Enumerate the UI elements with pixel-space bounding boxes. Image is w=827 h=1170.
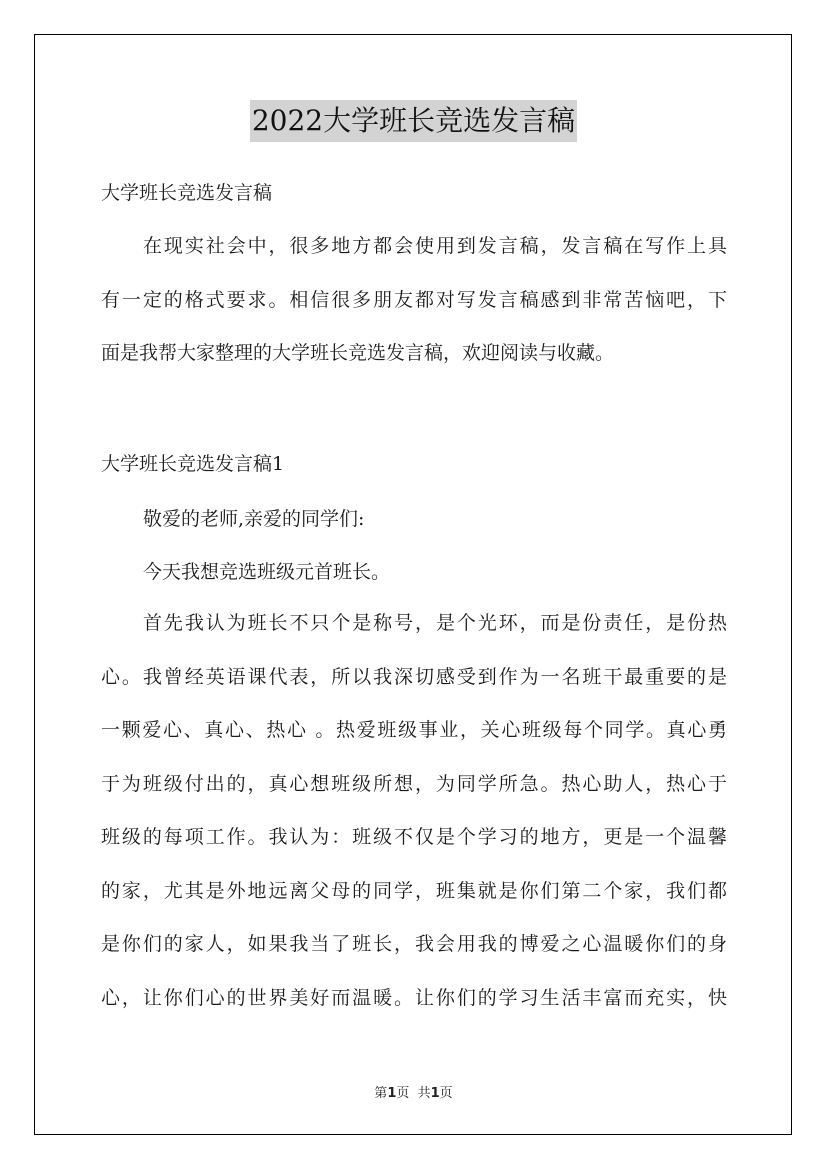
body-line: 是你们的家人，如果我当了班长，我会用我的博爱之心温暖你们的身 <box>101 933 727 955</box>
intro-line: 面是我帮大家整理的大学班长竞选发言稿，欢迎阅读与收藏。 <box>101 342 615 364</box>
document-subtitle: 大学班长竞选发言稿 <box>101 182 273 204</box>
document-title: 2022大学班长竞选发言稿 <box>250 100 577 142</box>
body-line: 的家，尤其是外地远离父母的同学，班集就是你们第二个家，我们都 <box>101 879 727 902</box>
body-line: 于为班级付出的，真心想班级所想，为同学所急。热心助人，热心于 <box>101 772 727 795</box>
intro-line: 有一定的格式要求。相信很多朋友都对写发言稿感到非常苦恼吧，下 <box>101 288 727 311</box>
greeting-line: 敬爱的老师,亲爱的同学们: <box>143 508 365 530</box>
body-line: 班级的每项工作。我认为：班级不仅是个学习的地方，更是一个温馨 <box>101 826 727 848</box>
body-line: 心。我曾经英语课代表，所以我深切感受到作为一名班干最重要的是 <box>101 665 727 688</box>
footer-mid: 页 共 <box>396 1086 431 1101</box>
body-paragraph <box>101 597 727 1025</box>
section-heading: 大学班长竞选发言稿1 <box>101 453 285 475</box>
body-line: 心，让你们心的世界美好而温暖。让你们的学习生活丰富而充实，快 <box>101 986 727 1009</box>
footer-suffix: 页 <box>439 1086 453 1101</box>
body-line: 首先我认为班长不只个是称号，是个光环，而是份责任，是份热 <box>143 612 727 634</box>
body-line: 一颗爱心、真心、热心 。热爱班级事业，关心班级每个同学。真心勇 <box>101 719 727 741</box>
title-container <box>0 100 827 142</box>
intro-line: 在现实社会中，很多地方都会使用到发言稿，发言稿在写作上具 <box>143 235 727 257</box>
page-footer <box>0 1082 827 1101</box>
footer-prefix: 第 <box>374 1086 388 1101</box>
footer-page-total: 1 <box>430 1086 440 1101</box>
intro-paragraph <box>101 220 727 381</box>
footer-page-current: 1 <box>387 1086 397 1101</box>
opening-line: 今天我想竞选班级元首班长。 <box>143 561 391 583</box>
